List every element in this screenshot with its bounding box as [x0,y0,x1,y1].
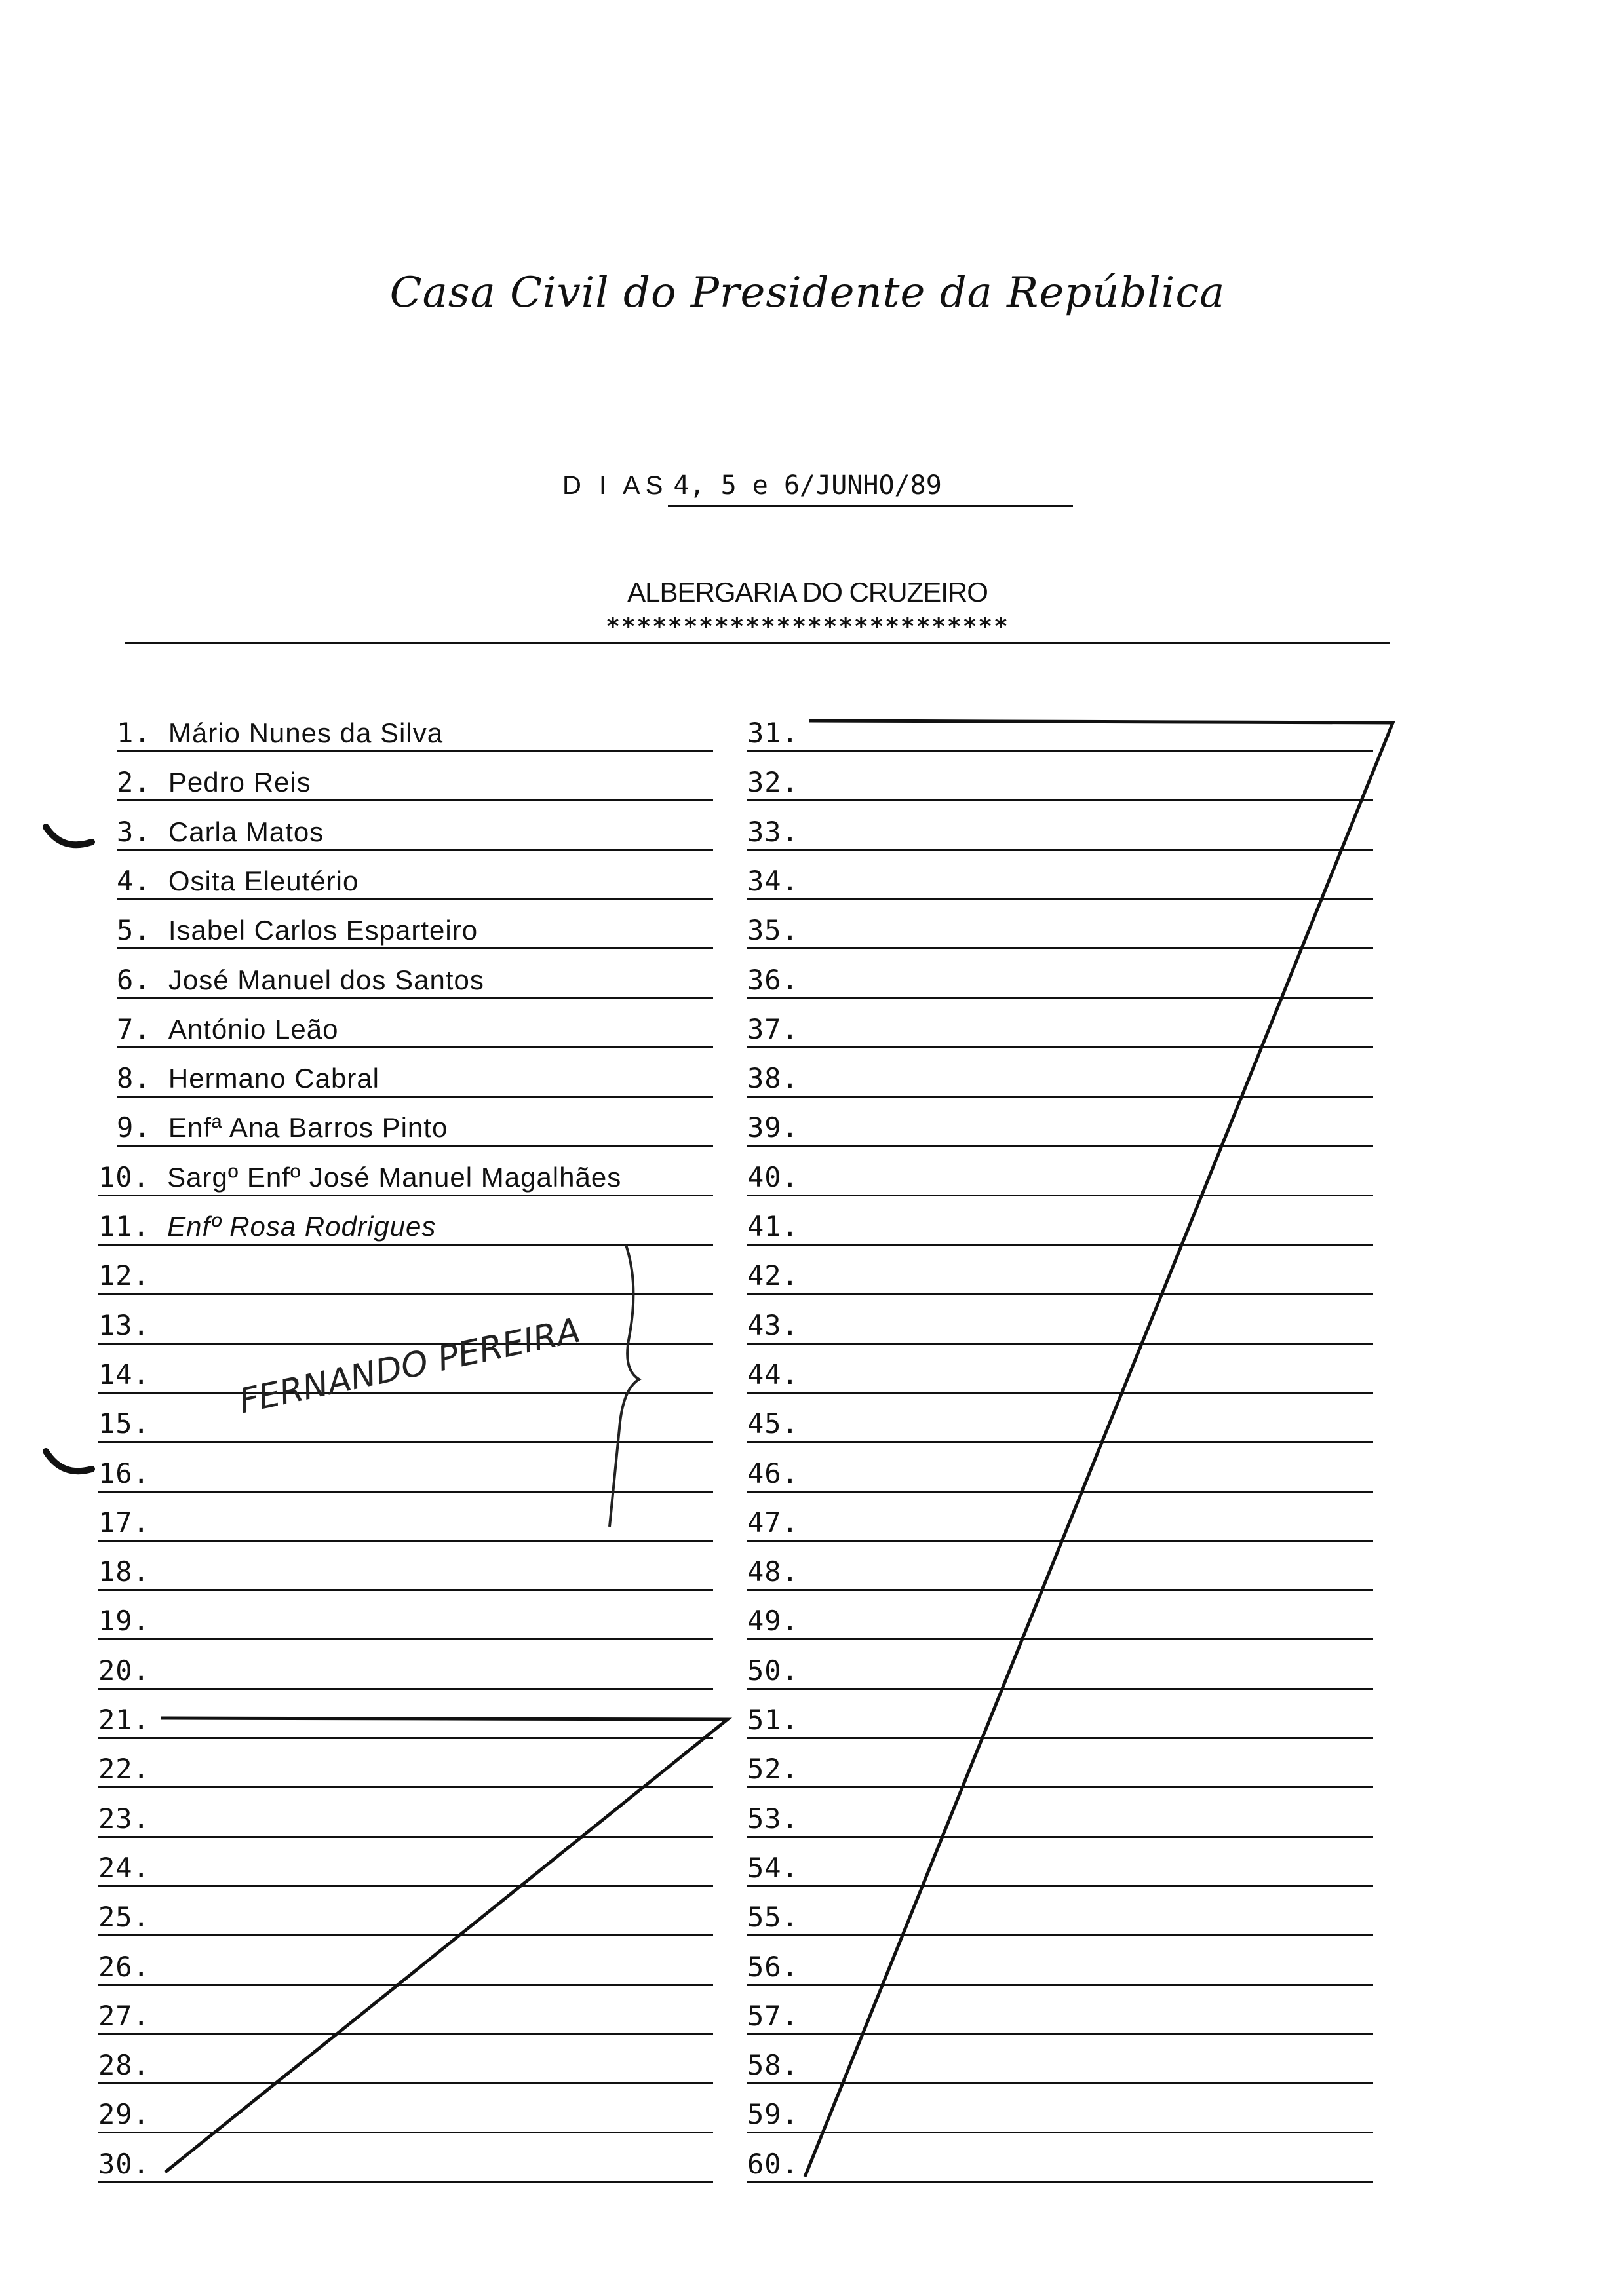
row-entry [98,1704,150,1736]
row-number: 37. [747,1012,799,1045]
title-asterisks: ************************** [606,613,1009,640]
row-entry [98,2049,150,2081]
table-row [98,1540,713,1591]
row-name: José Manuel dos Santos [168,964,484,995]
row-name: Mário Nunes da Silva [168,718,444,748]
row-number: 15. [98,1407,150,1440]
row-number: 29. [98,2098,150,2131]
row-number: 18. [98,1556,150,1588]
row-number: 25. [98,1901,150,1934]
row-entry [117,914,478,946]
row-number: 34. [747,864,799,897]
row-number: 17. [98,1506,150,1539]
table-row [747,1442,1373,1493]
table-row [98,1836,713,1887]
table-row [747,1145,1373,1196]
row-number: 19. [98,1605,150,1637]
table-row [747,1491,1373,1542]
table-row [98,1589,713,1640]
row-number: 40. [747,1160,799,1193]
table-row [117,1046,713,1098]
table-row [117,997,713,1048]
row-number: 8. [117,1062,151,1095]
row-number: 21. [98,1704,150,1736]
row-entry [98,1407,150,1440]
row-name: Osita Eleutério [168,865,359,896]
table-row [117,1096,713,1147]
table-row [98,1639,713,1690]
row-number: 59. [747,2098,799,2131]
row-number: 27. [98,1999,150,2032]
table-row [747,1540,1373,1591]
table-row [98,1442,713,1493]
table-row [98,1885,713,1936]
row-number: 46. [747,1457,799,1489]
row-number: 3. [117,815,151,848]
row-number: 7. [117,1012,151,1045]
table-row [98,1392,713,1443]
row-entry [117,1111,448,1143]
row-number: 14. [98,1358,150,1390]
table-row [98,1293,713,1345]
table-row [117,800,713,851]
row-number: 42. [747,1259,799,1292]
row-entry [98,1309,150,1341]
row-name: Hermano Cabral [168,1063,380,1094]
row-number: 38. [747,1062,799,1095]
table-row [98,1688,713,1739]
row-entry [98,1901,150,1933]
row-entry [98,2148,150,2180]
row-number: 47. [747,1506,799,1539]
row-entry [98,1803,150,1835]
table-row [747,750,1373,801]
row-entry [117,766,311,798]
row-entry [98,2000,150,2032]
table-row [747,1885,1373,1936]
row-number: 43. [747,1309,799,1341]
row-number: 53. [747,1802,799,1835]
dates-value: 4, 5 e 6/JUNHO/89 [668,470,1073,507]
table-row [747,849,1373,900]
row-number: 56. [747,1950,799,1983]
table-row [98,1491,713,1542]
row-number: 57. [747,1999,799,2032]
row-number: 24. [98,1851,150,1884]
row-entry [117,717,443,749]
row-entry [98,1457,150,1489]
table-row [747,1046,1373,1098]
table-row [747,1244,1373,1295]
table-row [747,701,1373,752]
row-entry [117,816,324,848]
table-row [747,1343,1373,1394]
table-row [98,1145,713,1196]
table-row [747,1737,1373,1788]
row-name: Isabel Carlos Esparteiro [168,915,478,946]
table-row [98,1935,713,1986]
handwritten-note-text: FERNANDO PEREIRA [235,1311,584,1422]
row-entry [117,964,484,996]
row-number: 49. [747,1605,799,1637]
row-name: Sargº Enfº José Manuel Magalhães [167,1161,622,1193]
table-row [747,1392,1373,1443]
table-row [747,1195,1373,1246]
row-number: 23. [98,1802,150,1835]
row-number: 11. [98,1210,150,1242]
table-row [747,2132,1373,2183]
table-row [747,1293,1373,1345]
table-row [747,948,1373,999]
check-mark-3 [46,827,92,845]
row-number: 2. [117,766,151,799]
table-row [117,750,713,801]
table-row [117,898,713,949]
place-title: ALBERGARIA DO CRUZEIRO [627,577,988,607]
row-number: 55. [747,1901,799,1934]
row-number: 52. [747,1753,799,1786]
table-row [747,1984,1373,2035]
row-number: 30. [98,2147,150,2180]
row-number: 58. [747,2049,799,2082]
row-number: 10. [98,1160,150,1193]
row-number: 12. [98,1259,150,1292]
row-name: António Leão [168,1013,339,1044]
table-row [117,701,713,752]
row-entry [98,1358,150,1390]
row-number: 31. [747,717,799,749]
table-row [98,1244,713,1295]
table-row [98,1787,713,1838]
table-row [747,2082,1373,2133]
table-row [98,1984,713,2035]
table-row [747,1836,1373,1887]
table-row [117,948,713,999]
row-entry [98,1951,150,1983]
row-name: Enfª Ana Barros Pinto [168,1112,448,1143]
row-entry [98,1161,621,1193]
table-row [747,1688,1373,1739]
table-row [747,1589,1373,1640]
row-number: 33. [747,815,799,848]
table-row [747,800,1373,851]
row-number: 48. [747,1556,799,1588]
row-number: 44. [747,1358,799,1390]
table-row [117,849,713,900]
row-number: 6. [117,963,151,996]
row-number: 4. [117,864,151,897]
row-entry [98,1210,436,1242]
table-row [747,1639,1373,1690]
row-number: 50. [747,1654,799,1687]
row-number: 22. [98,1753,150,1786]
row-name: Enfº Rosa Rodrigues [167,1211,437,1242]
row-name: Carla Matos [168,816,324,847]
table-row [98,2033,713,2084]
row-number: 32. [747,766,799,799]
letterhead: Casa Civil do Presidente da República [389,269,1226,317]
row-entry [98,2098,150,2130]
row-number: 41. [747,1210,799,1242]
table-row [747,1096,1373,1147]
check-mark-16 [46,1451,92,1471]
row-number: 1. [117,717,151,749]
row-entry [98,1655,150,1687]
table-row [747,898,1373,949]
row-number: 13. [98,1309,150,1341]
row-number: 54. [747,1851,799,1884]
row-number: 28. [98,2049,150,2082]
dates-prefix: D I AS [562,471,669,500]
row-number: 39. [747,1111,799,1144]
row-name: Pedro Reis [168,767,311,798]
table-row [747,1787,1373,1838]
row-number: 60. [747,2147,799,2180]
table-row [747,2033,1373,2084]
table-row [747,1935,1373,1986]
row-number: 20. [98,1654,150,1687]
row-entry [98,1259,150,1292]
row-number: 5. [117,914,151,947]
header-rule [125,642,1390,644]
table-row [98,1195,713,1246]
row-entry [98,1852,150,1884]
row-entry [117,865,359,897]
row-entry [117,1062,379,1094]
row-number: 45. [747,1407,799,1440]
row-number: 9. [117,1111,151,1144]
row-number: 36. [747,963,799,996]
row-number: 16. [98,1457,150,1489]
row-number: 35. [747,914,799,947]
table-row [98,2132,713,2183]
table-row [747,997,1373,1048]
table-row [98,1737,713,1788]
row-entry [98,1506,150,1539]
row-entry [98,1753,150,1785]
row-number: 51. [747,1704,799,1736]
table-row [98,2082,713,2133]
row-entry [98,1605,150,1637]
row-entry [98,1556,150,1588]
dates-line [562,470,1073,507]
row-entry [117,1013,338,1045]
row-number: 26. [98,1950,150,1983]
